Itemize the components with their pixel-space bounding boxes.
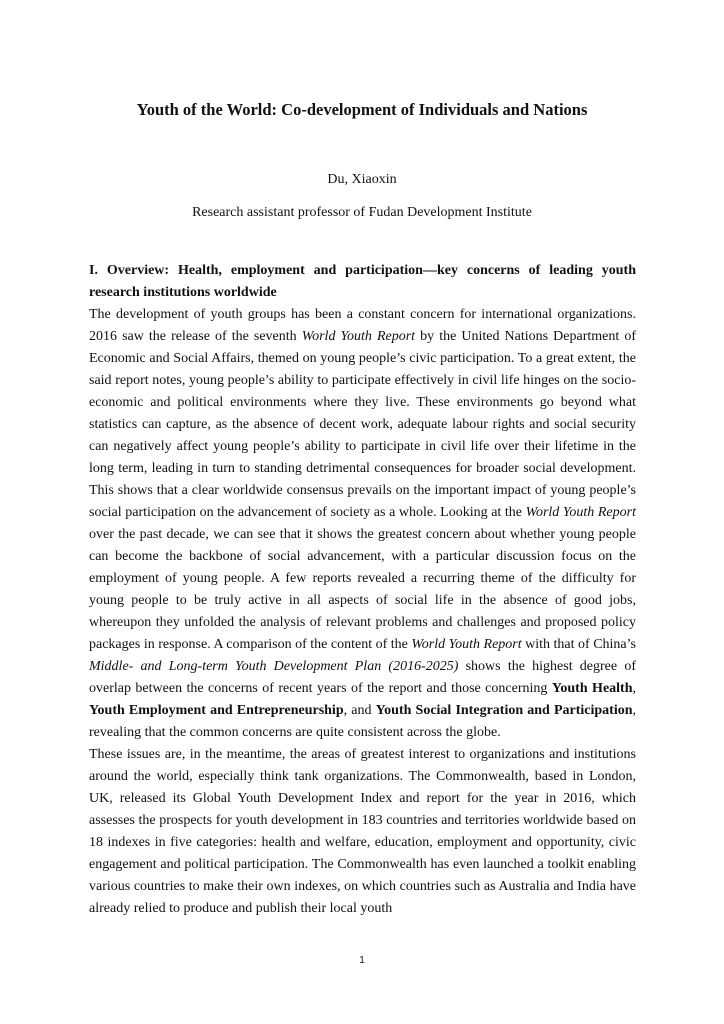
section-heading: I. Overview: Health, employment and participation—key concerns of leading youth research institutions worldwide	[89, 263, 636, 300]
italic-title: Middle- and Long-term Youth Development Plan (2016-2025)	[89, 659, 459, 674]
bold-term: Youth Employment and Entrepreneurship	[89, 703, 344, 718]
italic-title: World Youth Report	[525, 505, 636, 520]
italic-title: World Youth Report	[301, 329, 416, 344]
text-run: , and	[343, 703, 376, 718]
text-run: with that of China’s	[521, 637, 636, 652]
text-run: , revealing that the common concerns are quite consistent across the globe.	[89, 703, 637, 740]
author-name: Du, Xiaoxin	[327, 172, 397, 187]
text-run: The development of youth groups has been a constant concern for international organizations. 2016 saw the release of the seventh	[89, 307, 636, 344]
paragraph-1	[89, 304, 636, 744]
text-run: over the past decade, we can see that it shows the greatest concern about whether young people can become the backbone of social advancement, with a particular discussion focus on the employment of young people. A few reports revealed a recurring theme of the difficulty for young people to be truly active in all aspects of social life in the absence of good jobs, whereupon they unfolded the analysis of relevant problems and challenges and proposed policy packages in response. A comparison of the content of the	[89, 527, 636, 652]
paragraph-2: These issues are, in the meantime, the areas of greatest interest to organizations and institutions around the world, especially think tank organizations. The Commonwealth, based in London, UK, released its Global Youth Development Index and report for the year in 2016, which assesses the prospects for youth development in 183 countries and territories worldwide based on 18 indexes in five categories: health and welfare, education, employment and opportunity, civic engagement and political participation. The Commonwealth has even launched a toolkit enabling various countries to make their own indexes, on which countries such as Australia and India have already relied to produce and publish their local youth	[89, 747, 636, 916]
page-number: 1	[359, 955, 365, 966]
text-run: shows the highest degree of overlap between the concerns of recent years of the report and those concerning	[89, 659, 636, 696]
italic-title: World Youth Report	[411, 637, 522, 652]
text-run: ,	[632, 681, 636, 696]
bold-term: Youth Health	[551, 681, 633, 696]
bold-term: Youth Social Integration and Participation	[375, 703, 633, 718]
text-run: by the United Nations Department of Economic and Social Affairs, themed on young people’s civic participation. To a great extent, the said report notes, young people’s ability to participate effectively in civil life hinges on the socio-economic and political environments where they live. These environments go beyond what statistics can capture, as the absence of decent work, adequate labour rights and social security can negatively affect young people’s ability to participate in civil life over their lifetime in the long term, leading in turn to standing detrimental consequences for broader social development. This shows that a clear worldwide consensus prevails on the important impact of young people’s social participation on the advancement of society as a whole. Looking at the	[89, 329, 636, 520]
author-affiliation: Research assistant professor of Fudan Development Institute	[192, 205, 532, 220]
body-text	[89, 260, 636, 920]
paper-title: Youth of the World: Co-development of Individuals and Nations	[136, 100, 588, 119]
